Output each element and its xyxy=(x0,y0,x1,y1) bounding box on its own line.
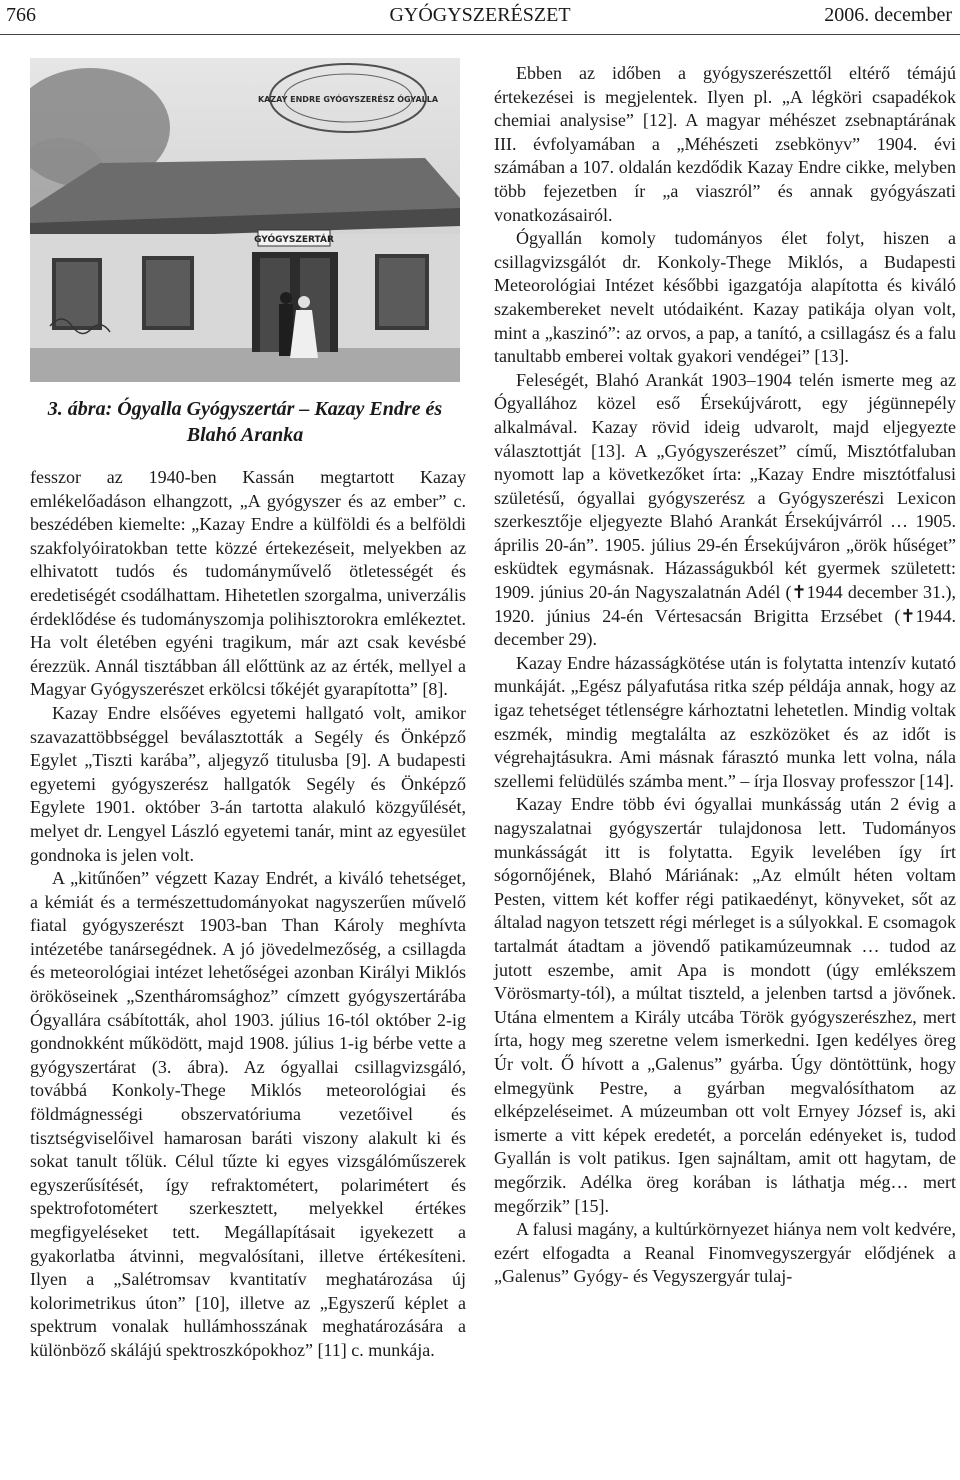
paragraph: A falusi magány, a kultúrkörnyezet hiánya nem volt kedvére, ezért elfogadta a Reanal Finomvegyszergyár elődjének a „Galenus” Gyógy- és Vegyszergyár tulaj- xyxy=(494,1219,956,1287)
page-number: 766 xyxy=(6,4,36,26)
header-rule xyxy=(0,34,960,35)
pharmacy-photo-drawing xyxy=(30,58,460,382)
figure-caption: 3. ábra: Ógyalla Gyógyszertár – Kazay Endre és Blahó Aranka xyxy=(47,398,443,446)
paragraph: Ógyallán komoly tudományos élet folyt, hiszen a csillagvizsgálót dr. Konkoly-Thege Miklós, a Budapesti Meteorológiai Intézet későbbi igazgatója alapította és kiváló szakembereket nevelt utódaiként. Kazay patikája olyan volt, mint a „kaszinó”: az orvos, a pap, a tanító, a csillagász és a falu tanultabb emberei voltak gyakori vendégei” [13]. xyxy=(494,228,956,367)
paragraph: Ebben az időben a gyógyszerészettől eltérő témájú értekezései is megjelentek. Ilyen pl. „A légköri csapadékok chemiai analysise” [12]. A magyar méhészet zsebnaptárának III. évfolyamában a „Méhészeti zsebkönyv” 1904. évi számában a 107. oldalán kezdődik Kazay Endre cikke, melyben több fejezetben ír „a viaszról” és annak gyógyászati vonatkozásairól. xyxy=(494,63,956,225)
journal-title: GYÓGYSZERÉSZET xyxy=(389,4,571,26)
stamp-text: KAZAY ENDRE GYÓGYSZERÉSZ ÓGYALLA xyxy=(257,95,439,104)
page-header xyxy=(0,0,960,32)
paragraph: Kazay Endre több évi ógyallai munkásság után 2 évig a nagyszalatnai gyógyszertár tulajdonosa lett. Tudományos munkásságát itt is folytatta. Egyik levelében így írt sógornőjének, Blahó Máriának: „Az elmúlt héten voltam Pesten, vittem két koffer régi patikaedényt, könyveket, sőt az általad nagyon tetszett régi mérleget is a súlyokkal. E csomagok tartalmát átadtam a jövendő patikamúzeumnak … tudod az jutott eszembe, amit Apa is mondott (úgy emlékszem Vörösmarty-tól), a múltat tiszteld, a jelenben tartsd a jövőnek. Utána elmentem a Király utcába Török gyógyszerészhez, mert írta, hogy meg szeretne velem ismerkedni. Igen kedélyes öreg Úr volt. Ő hívott a „Galenus” gyárba. Úgy döntöttünk, hogy elmegyünk Pestre, a gyárban megvalósíthatom az elképzeléseimet. A múzeumban ott volt Ernyey József is, aki ismerte a vitt képek eredetét, a porcelán edényeket is, tudod Gyallán is volt patikus. Igen sajnáltam, amit ott hagytam, de megőrzik. Adélka öreg korában is láthatja még… mert megőrzik” [15]. xyxy=(494,794,956,1216)
left-column xyxy=(30,466,466,1363)
paragraph: fesszor az 1940-ben Kassán megtartott Kazay emlékelőadáson elhangzott, „A gyógyszer és az ember” c. beszédében kiemelte: „Kazay Endre a külföldi és a belföldi szakfolyóiratokban tette közzé értekezéseit, melyekben az elhivatott tudós és tudományművelő ötletességét és eredetiségét csodálhattam. Hihetetlen szorgalma, univerzális érdeklődése és tudományszomja polihisztorokra emlékeztet. Ha volt életében egyéni tragikum, már azt csak kevésbé érezzük. Annál tisztábban áll előttünk az az érték, mellyel a Magyar Gyógyszerészet erkölcsi tőkéjét gyarapította” [8]. xyxy=(30,467,466,700)
right-column xyxy=(494,62,956,1289)
issue-date: 2006. december xyxy=(824,4,952,26)
paragraph: Kazay Endre házasságkötése után is folytatta intenzív kutató munkáját. „Egész pályafutása ritka szép példája annak, hogy az igaz tehetséget tétlenségre kárhoztatni lehetetlen. Mindig voltak eszmék, mindig megtalálta az eszközöket és az időt is végrehajtásukra. Ami másnak fárasztó munka lett volna, nála szellemi felüdülés számba ment.” – írja Ilosvay professzor [14]. xyxy=(494,652,956,791)
paragraph: Kazay Endre elsőéves egyetemi hallgató volt, amikor szavazattöbbséggel beválasztották a Segély és Önképző Egylet „Tiszti karába”, aljegyző titulusba [9]. A budapesti egyetemi gyógyszerész hallgatók Segély és Önképző Egylete 1901. október 3-án tartotta alakuló közgyűlését, melyet dr. Lengyel László egyetemi tanár, mint az egyesület gondnoka is jelen volt. xyxy=(30,702,466,865)
paragraph: A „kitűnően” végzett Kazay Endrét, a kiváló tehetséget, a kémiát és a természettudományokat nagyszerűen művelő fiatal gyógyszerészt 1903-ban Than Károly meghívta intézetébe tanársegédnek. A jó jövedelmezőség, a csillagda és meteorológiai intézet lehetőségei azonban Királyi Miklós örököseinek „Szentháromsághoz” címzett gyógyszertárába Ógyallára csábították, ahol 1903. július 16-tól október 2-ig gondnokként működött, majd 1908. július 1-ig bérbe vette a gyógyszertárat (3. ábra). Az ógyallai csillagvizsgáló, továbbá Konkoly-Thege Miklós meteorológiai és földmágnességi obszervatóriuma vezetőivel és tisztségviselőivel hamarosan baráti viszony alakult ki és sokat tanult tőlük. Célul tűzte ki egyes vizsgálóműszerek egyszerűsítését, így refraktométert, polarimétert és spektrofotométert szerkesztett, melyekkel értékes megfigyeléseket tett. Megállapításait igyekezett a gyakorlatba átvinni, megvalósítani, illetve értékesíteni. Ilyen a „Salétromsav kvantitatív meghatározása új kolorimetrikus úton” [10], illetve az „Egyszerű képlet a spektrum vonalak hullámhosszának meghatározására a különböző skálájú spektroszkópokhoz” [11] c. munkája. xyxy=(30,868,466,1360)
paragraph: Feleségét, Blahó Arankát 1903–1904 telén ismerte meg az Ógyallához közel eső Érsekújvárott, egy jégünnepély alkalmával. Kazay rövid ideig udvarolt, majd eljegyezte választottját [13]. A „Gyógyszerészet” című, Misztótfaluban nyomott lap a következőket írta: „Kazay Endre misztótfalusi születésű, ógyallai gyógyszerész a Gyógyszerészi Lexicon szerkesztője eljegyezte Blahó Arankát Érsekújvárról … 1905. április 20-án”. 1905. július 29-én Érsekújváron „örök hűséget” esküdtek egymásnak. Házasságukból két gyermek született: 1909. június 20-án Nagyszalatnán Adél (✝1944 december 31.), 1920. június 24-én Vértesacsán Brigitta Erzsébet (✝1944. december 29). xyxy=(494,369,956,650)
pharmacy-photo xyxy=(30,58,460,382)
pharmacy-sign: GYÓGYSZERTÁR xyxy=(254,235,334,245)
